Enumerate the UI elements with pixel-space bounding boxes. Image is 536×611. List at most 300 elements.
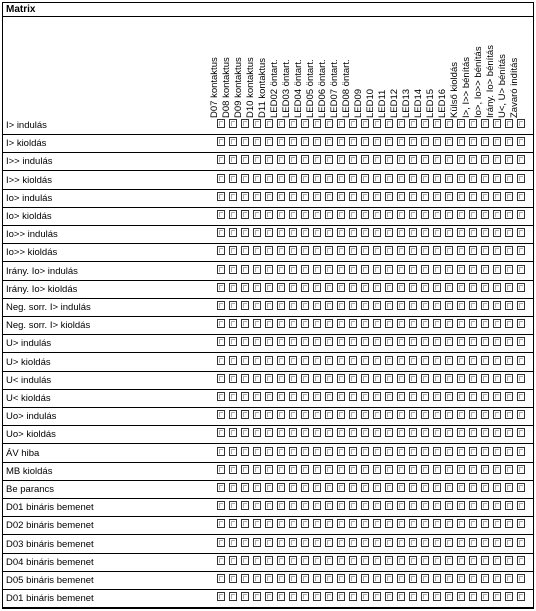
matrix-checkbox[interactable] [217,228,225,237]
matrix-checkbox[interactable] [277,319,285,328]
matrix-checkbox[interactable] [253,137,261,146]
matrix-checkbox[interactable] [301,319,309,328]
matrix-checkbox[interactable] [349,519,357,528]
matrix-checkbox[interactable] [505,283,513,292]
matrix-checkbox[interactable] [445,592,453,601]
matrix-checkbox[interactable] [373,574,381,583]
matrix-checkbox[interactable] [349,265,357,274]
matrix-checkbox[interactable] [457,483,465,492]
matrix-checkbox[interactable] [325,210,333,219]
matrix-checkbox[interactable] [469,246,477,255]
matrix-checkbox[interactable] [469,538,477,547]
matrix-checkbox[interactable] [229,192,237,201]
matrix-checkbox[interactable] [493,301,501,310]
matrix-checkbox[interactable] [457,447,465,456]
matrix-checkbox[interactable] [337,410,345,419]
matrix-checkbox[interactable] [265,410,273,419]
matrix-checkbox[interactable] [241,592,249,601]
matrix-checkbox[interactable] [481,155,489,164]
matrix-checkbox[interactable] [337,210,345,219]
matrix-checkbox[interactable] [373,337,381,346]
matrix-checkbox[interactable] [325,465,333,474]
matrix-checkbox[interactable] [421,319,429,328]
matrix-checkbox[interactable] [469,301,477,310]
matrix-checkbox[interactable] [277,392,285,401]
matrix-checkbox[interactable] [361,592,369,601]
matrix-checkbox[interactable] [445,246,453,255]
matrix-checkbox[interactable] [517,483,525,492]
matrix-checkbox[interactable] [265,574,273,583]
matrix-checkbox[interactable] [313,519,321,528]
matrix-checkbox[interactable] [457,519,465,528]
matrix-checkbox[interactable] [385,228,393,237]
matrix-checkbox[interactable] [337,374,345,383]
matrix-checkbox[interactable] [217,283,225,292]
matrix-checkbox[interactable] [289,483,297,492]
matrix-checkbox[interactable] [349,356,357,365]
matrix-checkbox[interactable] [493,210,501,219]
matrix-checkbox[interactable] [349,483,357,492]
matrix-checkbox[interactable] [361,501,369,510]
matrix-checkbox[interactable] [493,410,501,419]
matrix-checkbox[interactable] [349,319,357,328]
matrix-checkbox[interactable] [433,174,441,183]
matrix-checkbox[interactable] [361,556,369,565]
matrix-checkbox[interactable] [445,192,453,201]
matrix-checkbox[interactable] [493,155,501,164]
matrix-checkbox[interactable] [325,337,333,346]
matrix-checkbox[interactable] [349,155,357,164]
matrix-checkbox[interactable] [493,265,501,274]
matrix-checkbox[interactable] [241,283,249,292]
matrix-checkbox[interactable] [361,246,369,255]
matrix-checkbox[interactable] [277,283,285,292]
matrix-checkbox[interactable] [289,319,297,328]
matrix-checkbox[interactable] [445,538,453,547]
matrix-checkbox[interactable] [397,392,405,401]
matrix-checkbox[interactable] [397,246,405,255]
matrix-checkbox[interactable] [217,246,225,255]
matrix-checkbox[interactable] [265,428,273,437]
matrix-checkbox[interactable] [265,174,273,183]
matrix-checkbox[interactable] [253,155,261,164]
matrix-checkbox[interactable] [433,210,441,219]
matrix-checkbox[interactable] [445,265,453,274]
matrix-checkbox[interactable] [397,228,405,237]
matrix-checkbox[interactable] [517,319,525,328]
matrix-checkbox[interactable] [433,319,441,328]
matrix-checkbox[interactable] [301,592,309,601]
matrix-checkbox[interactable] [421,519,429,528]
matrix-checkbox[interactable] [433,228,441,237]
matrix-checkbox[interactable] [301,192,309,201]
matrix-checkbox[interactable] [361,374,369,383]
matrix-checkbox[interactable] [409,246,417,255]
matrix-checkbox[interactable] [505,519,513,528]
matrix-checkbox[interactable] [517,574,525,583]
matrix-checkbox[interactable] [385,265,393,274]
matrix-checkbox[interactable] [505,119,513,128]
matrix-checkbox[interactable] [241,519,249,528]
matrix-checkbox[interactable] [289,228,297,237]
matrix-checkbox[interactable] [313,538,321,547]
matrix-checkbox[interactable] [265,538,273,547]
matrix-checkbox[interactable] [229,447,237,456]
matrix-checkbox[interactable] [409,501,417,510]
matrix-checkbox[interactable] [277,174,285,183]
matrix-checkbox[interactable] [277,501,285,510]
matrix-checkbox[interactable] [277,556,285,565]
matrix-checkbox[interactable] [217,337,225,346]
matrix-checkbox[interactable] [349,538,357,547]
matrix-checkbox[interactable] [325,483,333,492]
matrix-checkbox[interactable] [469,356,477,365]
matrix-checkbox[interactable] [289,519,297,528]
matrix-checkbox[interactable] [361,465,369,474]
matrix-checkbox[interactable] [229,410,237,419]
matrix-checkbox[interactable] [229,356,237,365]
matrix-checkbox[interactable] [241,119,249,128]
matrix-checkbox[interactable] [421,337,429,346]
matrix-checkbox[interactable] [481,246,489,255]
matrix-checkbox[interactable] [217,319,225,328]
matrix-checkbox[interactable] [313,319,321,328]
matrix-checkbox[interactable] [433,447,441,456]
matrix-checkbox[interactable] [445,283,453,292]
matrix-checkbox[interactable] [241,192,249,201]
matrix-checkbox[interactable] [457,574,465,583]
matrix-checkbox[interactable] [433,301,441,310]
matrix-checkbox[interactable] [241,574,249,583]
matrix-checkbox[interactable] [505,447,513,456]
matrix-checkbox[interactable] [397,283,405,292]
matrix-checkbox[interactable] [517,137,525,146]
matrix-checkbox[interactable] [445,410,453,419]
matrix-checkbox[interactable] [313,119,321,128]
matrix-checkbox[interactable] [325,301,333,310]
matrix-checkbox[interactable] [265,265,273,274]
matrix-checkbox[interactable] [241,356,249,365]
matrix-checkbox[interactable] [325,356,333,365]
matrix-checkbox[interactable] [481,337,489,346]
matrix-checkbox[interactable] [217,574,225,583]
matrix-checkbox[interactable] [457,137,465,146]
matrix-checkbox[interactable] [385,210,393,219]
matrix-checkbox[interactable] [445,428,453,437]
matrix-checkbox[interactable] [421,447,429,456]
matrix-checkbox[interactable] [337,337,345,346]
matrix-checkbox[interactable] [493,283,501,292]
matrix-checkbox[interactable] [301,501,309,510]
matrix-checkbox[interactable] [301,337,309,346]
matrix-checkbox[interactable] [301,428,309,437]
matrix-checkbox[interactable] [481,538,489,547]
matrix-checkbox[interactable] [313,301,321,310]
matrix-checkbox[interactable] [253,574,261,583]
matrix-checkbox[interactable] [457,465,465,474]
matrix-checkbox[interactable] [229,519,237,528]
matrix-checkbox[interactable] [445,519,453,528]
matrix-checkbox[interactable] [493,483,501,492]
matrix-checkbox[interactable] [289,374,297,383]
matrix-checkbox[interactable] [409,210,417,219]
matrix-checkbox[interactable] [445,556,453,565]
matrix-checkbox[interactable] [337,519,345,528]
matrix-checkbox[interactable] [409,556,417,565]
matrix-checkbox[interactable] [457,265,465,274]
matrix-checkbox[interactable] [349,337,357,346]
matrix-checkbox[interactable] [469,374,477,383]
matrix-checkbox[interactable] [229,246,237,255]
matrix-checkbox[interactable] [361,319,369,328]
matrix-checkbox[interactable] [433,465,441,474]
matrix-checkbox[interactable] [409,447,417,456]
matrix-checkbox[interactable] [457,337,465,346]
matrix-checkbox[interactable] [517,265,525,274]
matrix-checkbox[interactable] [325,174,333,183]
matrix-checkbox[interactable] [289,265,297,274]
matrix-checkbox[interactable] [265,319,273,328]
matrix-checkbox[interactable] [397,155,405,164]
matrix-checkbox[interactable] [277,119,285,128]
matrix-checkbox[interactable] [229,119,237,128]
matrix-checkbox[interactable] [493,137,501,146]
matrix-checkbox[interactable] [265,119,273,128]
matrix-checkbox[interactable] [373,228,381,237]
matrix-checkbox[interactable] [421,119,429,128]
matrix-checkbox[interactable] [349,210,357,219]
matrix-checkbox[interactable] [229,155,237,164]
matrix-checkbox[interactable] [217,265,225,274]
matrix-checkbox[interactable] [517,228,525,237]
matrix-checkbox[interactable] [445,137,453,146]
matrix-checkbox[interactable] [361,265,369,274]
matrix-checkbox[interactable] [277,574,285,583]
matrix-checkbox[interactable] [505,392,513,401]
matrix-checkbox[interactable] [229,137,237,146]
matrix-checkbox[interactable] [301,265,309,274]
matrix-checkbox[interactable] [241,246,249,255]
matrix-checkbox[interactable] [217,301,225,310]
matrix-checkbox[interactable] [493,174,501,183]
matrix-checkbox[interactable] [433,410,441,419]
matrix-checkbox[interactable] [409,592,417,601]
matrix-checkbox[interactable] [253,356,261,365]
matrix-checkbox[interactable] [457,174,465,183]
matrix-checkbox[interactable] [397,410,405,419]
matrix-checkbox[interactable] [385,246,393,255]
matrix-checkbox[interactable] [301,465,309,474]
matrix-checkbox[interactable] [397,574,405,583]
matrix-checkbox[interactable] [469,428,477,437]
matrix-checkbox[interactable] [325,556,333,565]
matrix-checkbox[interactable] [229,538,237,547]
matrix-checkbox[interactable] [229,483,237,492]
matrix-checkbox[interactable] [409,574,417,583]
matrix-checkbox[interactable] [469,283,477,292]
matrix-checkbox[interactable] [385,410,393,419]
matrix-checkbox[interactable] [517,337,525,346]
matrix-checkbox[interactable] [349,465,357,474]
matrix-checkbox[interactable] [517,210,525,219]
matrix-checkbox[interactable] [361,428,369,437]
matrix-checkbox[interactable] [421,283,429,292]
matrix-checkbox[interactable] [325,392,333,401]
matrix-checkbox[interactable] [301,210,309,219]
matrix-checkbox[interactable] [481,192,489,201]
matrix-checkbox[interactable] [373,556,381,565]
matrix-checkbox[interactable] [349,574,357,583]
matrix-checkbox[interactable] [433,137,441,146]
matrix-checkbox[interactable] [349,301,357,310]
matrix-checkbox[interactable] [409,174,417,183]
matrix-checkbox[interactable] [457,538,465,547]
matrix-checkbox[interactable] [421,246,429,255]
matrix-checkbox[interactable] [241,501,249,510]
matrix-checkbox[interactable] [433,374,441,383]
matrix-checkbox[interactable] [469,483,477,492]
matrix-checkbox[interactable] [361,174,369,183]
matrix-checkbox[interactable] [433,265,441,274]
matrix-checkbox[interactable] [493,556,501,565]
matrix-checkbox[interactable] [325,246,333,255]
matrix-checkbox[interactable] [433,119,441,128]
matrix-checkbox[interactable] [421,137,429,146]
matrix-checkbox[interactable] [505,356,513,365]
matrix-checkbox[interactable] [493,319,501,328]
matrix-checkbox[interactable] [289,538,297,547]
matrix-checkbox[interactable] [481,356,489,365]
matrix-checkbox[interactable] [397,592,405,601]
matrix-checkbox[interactable] [433,501,441,510]
matrix-checkbox[interactable] [409,483,417,492]
matrix-checkbox[interactable] [385,356,393,365]
matrix-checkbox[interactable] [265,392,273,401]
matrix-checkbox[interactable] [373,538,381,547]
matrix-checkbox[interactable] [433,392,441,401]
matrix-checkbox[interactable] [265,483,273,492]
matrix-checkbox[interactable] [349,246,357,255]
matrix-checkbox[interactable] [481,519,489,528]
matrix-checkbox[interactable] [349,119,357,128]
matrix-checkbox[interactable] [373,592,381,601]
matrix-checkbox[interactable] [265,246,273,255]
matrix-checkbox[interactable] [409,337,417,346]
matrix-checkbox[interactable] [313,137,321,146]
matrix-checkbox[interactable] [325,447,333,456]
matrix-checkbox[interactable] [229,283,237,292]
matrix-checkbox[interactable] [397,301,405,310]
matrix-checkbox[interactable] [385,374,393,383]
matrix-checkbox[interactable] [469,574,477,583]
matrix-checkbox[interactable] [277,483,285,492]
matrix-checkbox[interactable] [385,556,393,565]
matrix-checkbox[interactable] [409,301,417,310]
matrix-checkbox[interactable] [229,556,237,565]
matrix-checkbox[interactable] [385,137,393,146]
matrix-checkbox[interactable] [433,192,441,201]
matrix-checkbox[interactable] [265,283,273,292]
matrix-checkbox[interactable] [505,319,513,328]
matrix-checkbox[interactable] [301,155,309,164]
matrix-checkbox[interactable] [337,428,345,437]
matrix-checkbox[interactable] [265,228,273,237]
matrix-checkbox[interactable] [457,301,465,310]
matrix-checkbox[interactable] [469,556,477,565]
matrix-checkbox[interactable] [409,283,417,292]
matrix-checkbox[interactable] [517,356,525,365]
matrix-checkbox[interactable] [313,246,321,255]
matrix-checkbox[interactable] [421,301,429,310]
matrix-checkbox[interactable] [481,137,489,146]
matrix-checkbox[interactable] [517,556,525,565]
matrix-checkbox[interactable] [313,265,321,274]
matrix-checkbox[interactable] [433,574,441,583]
matrix-checkbox[interactable] [313,501,321,510]
matrix-checkbox[interactable] [289,246,297,255]
matrix-checkbox[interactable] [241,465,249,474]
matrix-checkbox[interactable] [409,137,417,146]
matrix-checkbox[interactable] [217,519,225,528]
matrix-checkbox[interactable] [481,447,489,456]
matrix-checkbox[interactable] [265,337,273,346]
matrix-checkbox[interactable] [505,592,513,601]
matrix-checkbox[interactable] [481,574,489,583]
matrix-checkbox[interactable] [337,392,345,401]
matrix-checkbox[interactable] [469,392,477,401]
matrix-checkbox[interactable] [241,210,249,219]
matrix-checkbox[interactable] [397,556,405,565]
matrix-checkbox[interactable] [457,210,465,219]
matrix-checkbox[interactable] [421,592,429,601]
matrix-checkbox[interactable] [253,519,261,528]
matrix-checkbox[interactable] [277,447,285,456]
matrix-checkbox[interactable] [517,374,525,383]
matrix-checkbox[interactable] [457,374,465,383]
matrix-checkbox[interactable] [409,428,417,437]
matrix-checkbox[interactable] [229,337,237,346]
matrix-checkbox[interactable] [373,410,381,419]
matrix-checkbox[interactable] [289,447,297,456]
matrix-checkbox[interactable] [505,410,513,419]
matrix-checkbox[interactable] [409,410,417,419]
matrix-checkbox[interactable] [337,447,345,456]
matrix-checkbox[interactable] [229,174,237,183]
matrix-checkbox[interactable] [445,447,453,456]
matrix-checkbox[interactable] [373,374,381,383]
matrix-checkbox[interactable] [373,428,381,437]
matrix-checkbox[interactable] [469,119,477,128]
matrix-checkbox[interactable] [265,137,273,146]
matrix-checkbox[interactable] [325,119,333,128]
matrix-checkbox[interactable] [385,192,393,201]
matrix-checkbox[interactable] [469,501,477,510]
matrix-checkbox[interactable] [481,556,489,565]
matrix-checkbox[interactable] [421,501,429,510]
matrix-checkbox[interactable] [397,501,405,510]
matrix-checkbox[interactable] [433,592,441,601]
matrix-checkbox[interactable] [493,246,501,255]
matrix-checkbox[interactable] [421,356,429,365]
matrix-checkbox[interactable] [421,392,429,401]
matrix-checkbox[interactable] [517,392,525,401]
matrix-checkbox[interactable] [349,228,357,237]
matrix-checkbox[interactable] [493,447,501,456]
matrix-checkbox[interactable] [493,465,501,474]
matrix-checkbox[interactable] [373,119,381,128]
matrix-checkbox[interactable] [241,410,249,419]
matrix-checkbox[interactable] [397,137,405,146]
